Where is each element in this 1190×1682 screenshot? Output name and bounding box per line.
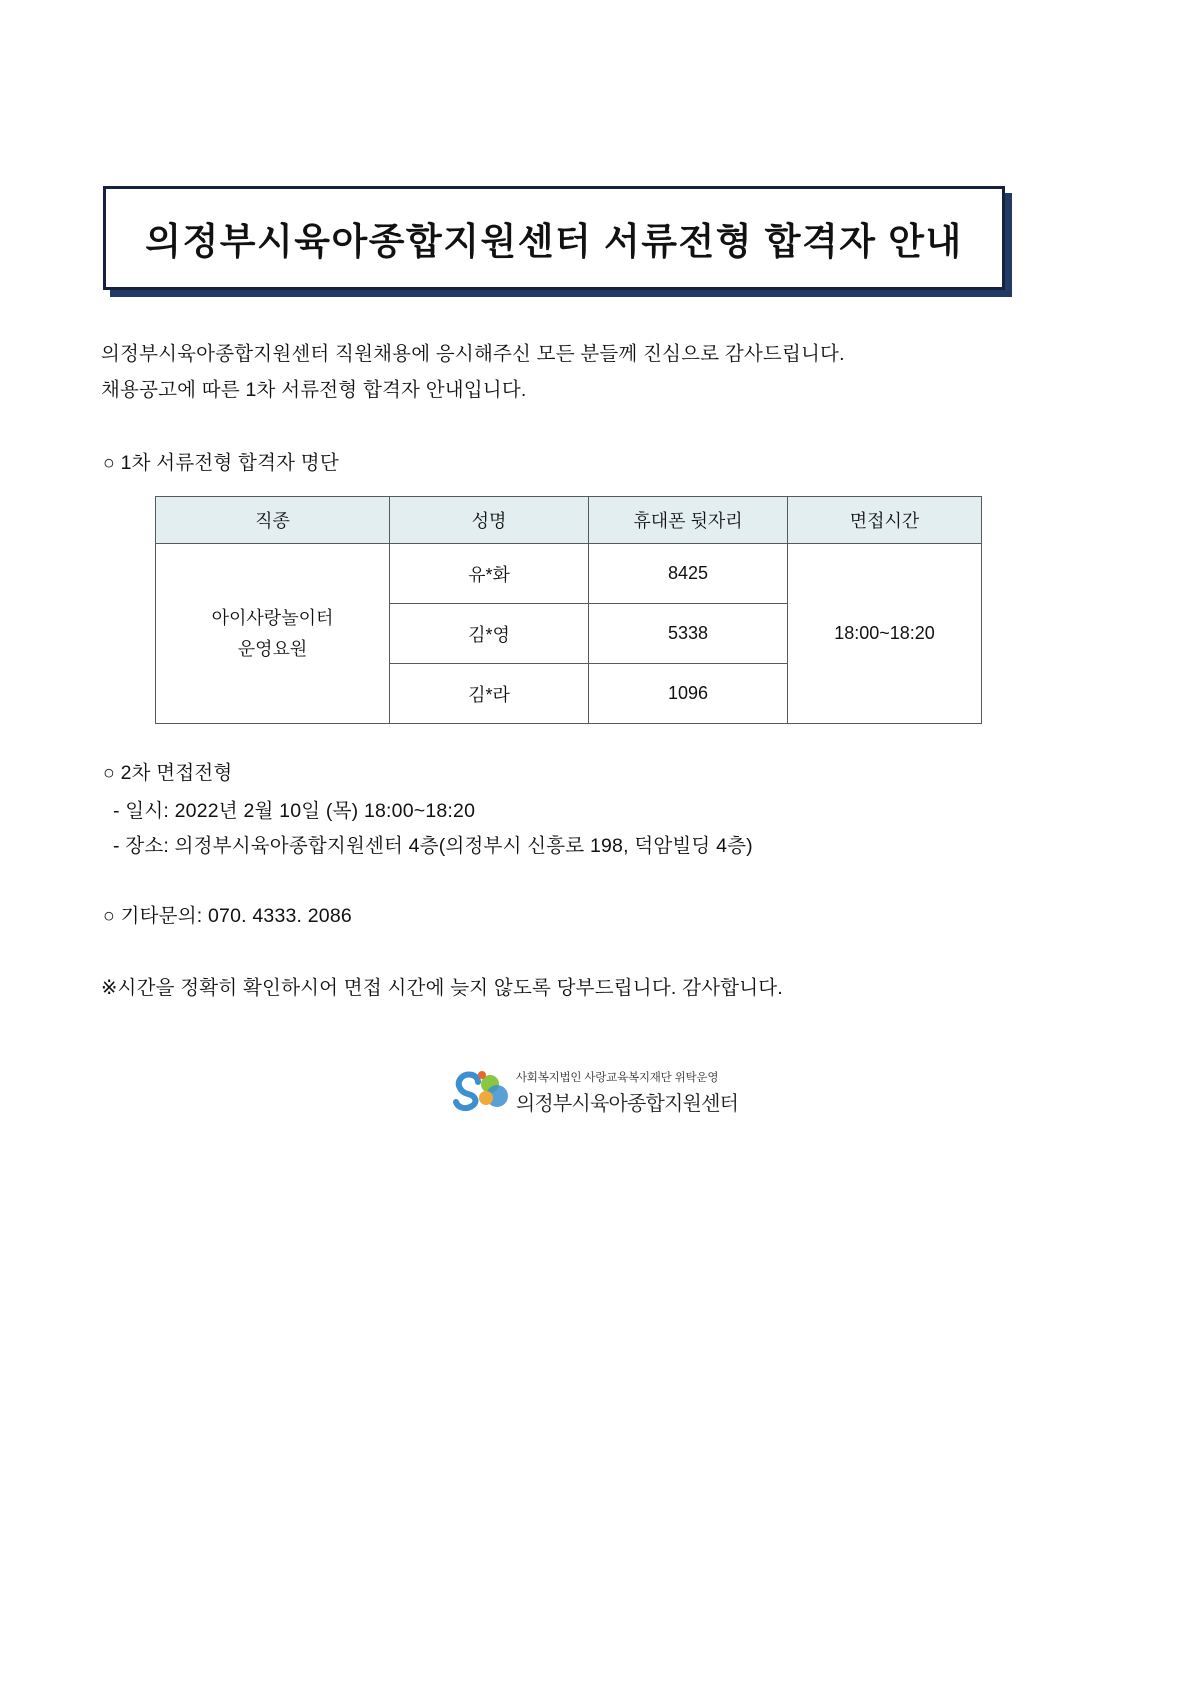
cell-interview-time: 18:00~18:20 (788, 544, 982, 724)
cell-name: 김*영 (390, 604, 589, 664)
cell-name: 유*화 (390, 544, 589, 604)
section-heading-contact: ○ 기타문의: 070. 4333. 2086 (103, 905, 352, 927)
column-header-phone: 휴대폰 뒷자리 (589, 497, 788, 544)
job-line-1: 아이사랑놀이터 (211, 607, 334, 628)
column-header-interview-time: 면접시간 (788, 497, 982, 544)
cell-name: 김*라 (390, 664, 589, 724)
logo-main-text: 의정부시육아종합지원센터 (515, 1092, 739, 1115)
cell-job (156, 544, 390, 724)
cell-phone: 8425 (589, 544, 788, 604)
footnote-text: ※시간을 정확히 확인하시어 면접 시간에 늦지 않도록 당부드립니다. 감사합니다. (101, 977, 783, 999)
table-header-row (156, 497, 982, 544)
intro-line-1: 의정부시육아종합지원센터 직원채용에 응시해주신 모든 분들께 진심으로 감사드립니다. (101, 343, 845, 365)
table-row (156, 544, 982, 604)
cell-phone: 1096 (589, 664, 788, 724)
intro-paragraph (101, 336, 1101, 408)
cell-phone: 5338 (589, 604, 788, 664)
center-logo-icon (452, 1068, 510, 1116)
intro-line-2: 채용공고에 따른 1차 서류전형 합격자 안내입니다. (101, 379, 527, 401)
interview-place-line: - 장소: 의정부시육아종합지원센터 4층(의정부시 신흥로 198, 덕암빌딩 4층) (113, 835, 753, 857)
logo-top-text: 사회복지법인 사랑교육복지재단 위탁운영 (515, 1071, 719, 1084)
column-header-job: 직종 (156, 497, 390, 544)
pass-list-table (155, 496, 982, 724)
job-line-2: 운영요원 (237, 638, 308, 659)
interview-date-line: - 일시: 2022년 2월 10일 (목) 18:00~18:20 (113, 800, 476, 822)
section-heading-interview: ○ 2차 면접전형 (103, 762, 233, 784)
column-header-name: 성명 (390, 497, 589, 544)
page-title: 의정부시육아종합지원센터 서류전형 합격자 안내 (145, 221, 963, 262)
section-heading-pass-list: ○ 1차 서류전형 합격자 명단 (103, 452, 339, 474)
footer-logo (0, 1068, 1190, 1116)
title-banner (103, 186, 1005, 290)
